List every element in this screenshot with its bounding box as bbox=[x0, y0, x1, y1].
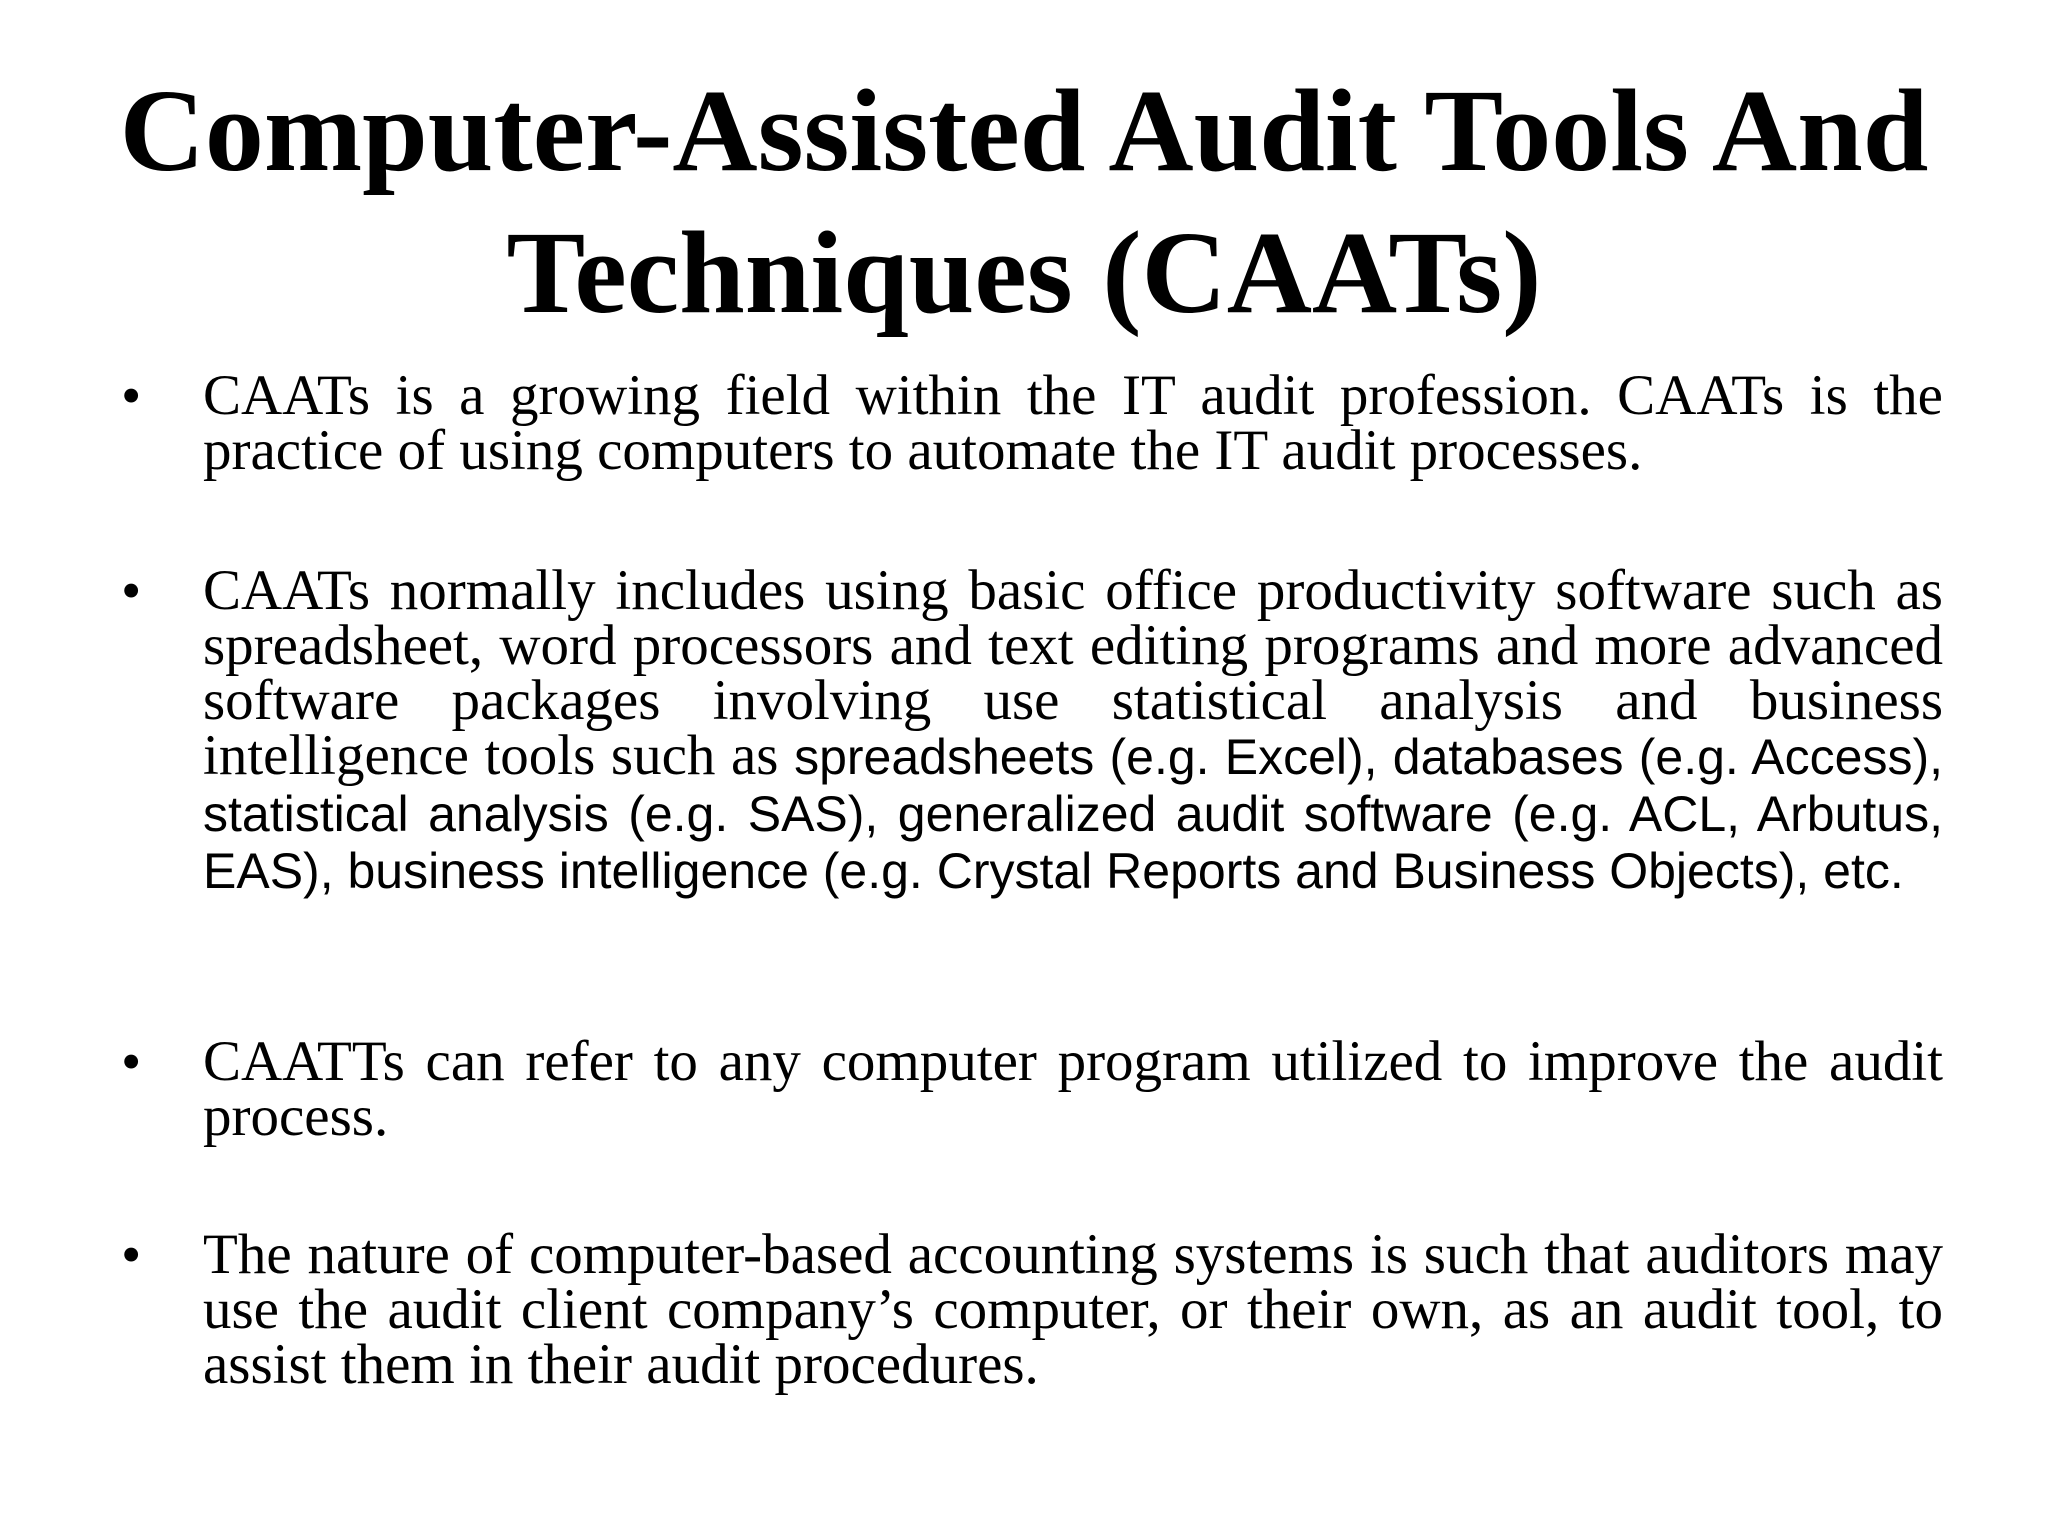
slide-title-line-1: Computer-Assisted Audit Tools And bbox=[119, 65, 1929, 196]
bullet-marker: • bbox=[121, 1222, 142, 1287]
slide-title bbox=[100, 60, 1948, 344]
bullet-item bbox=[121, 1029, 1943, 1148]
bullet-text: The nature of computer-based accounting systems is such that auditors may use the audit client company’s computer, or their own, as an audit tool, to assist them in their audit procedures. bbox=[203, 1223, 1943, 1396]
bullet-item bbox=[121, 1222, 1943, 1396]
bullet-marker: • bbox=[121, 558, 142, 623]
bullet-text-serif-part: CAATs normally includes using basic office productivity software such as spreadsheet, word processors and text editing programs and more advanced software packages involving use statistical analysis and business intelligence tools such as bbox=[203, 559, 1943, 787]
bullet-item bbox=[121, 558, 1943, 899]
bullet-text: CAATs is a growing field within the IT audit profession. CAATs is the practice of using computers to automate the IT audit processes. bbox=[203, 364, 1943, 482]
bullet-item bbox=[121, 363, 1943, 482]
slide-title-line-2: Techniques (CAATs) bbox=[506, 207, 1542, 338]
bullet-marker: • bbox=[121, 1029, 142, 1094]
bullet-text-sans-part: spreadsheets (e.g. Excel), databases (e.g. Access), statistical analysis (e.g. SAS), generalized audit software (e.g. ACL, Arbutus, EAS), business intelligence (e.g. Crystal Reports and Business Objects), etc. bbox=[203, 729, 1943, 899]
bullet-marker: • bbox=[121, 363, 142, 428]
bullet-text bbox=[203, 559, 1943, 899]
bullet-text: CAATTs can refer to any computer program utilized to improve the audit process. bbox=[203, 1030, 1943, 1148]
